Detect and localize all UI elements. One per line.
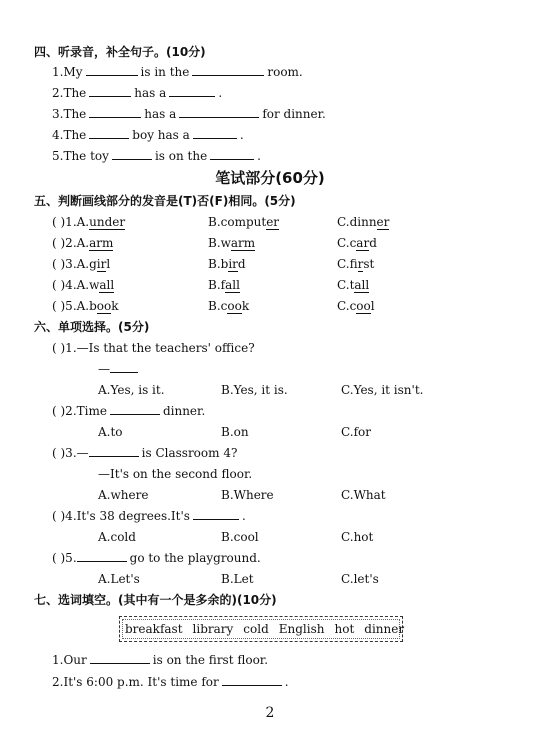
answer-blank[interactable] <box>222 674 282 686</box>
written-part-title: 笔试部分(60分) <box>215 169 325 187</box>
s6-q5-option-c[interactable]: C.let's <box>341 572 379 586</box>
word-bank-item: hot <box>334 622 355 636</box>
s6-q2-option-c[interactable]: C.for <box>341 425 371 439</box>
answer-blank[interactable] <box>86 64 138 76</box>
answer-blank[interactable] <box>89 127 129 139</box>
s6-q4-option-b[interactable]: B.cool <box>221 530 259 544</box>
word-bank-item: cold <box>243 622 269 636</box>
answer-blank[interactable] <box>110 403 160 415</box>
section6-heading: 六、单项选择。(5分) <box>34 320 150 334</box>
s6-q1-option-c[interactable]: C.Yes, it isn't. <box>341 383 424 397</box>
word-bank-item: dinner <box>364 622 405 636</box>
section5-heading: 五、判断画线部分的发音是(T)否(F)相同。(5分) <box>34 194 296 208</box>
s7-q2: 2.It's 6:00 p.m. It's time for . <box>52 675 289 689</box>
page-number: 2 <box>265 705 275 721</box>
s7-q1: 1.Our is on the first floor. <box>52 653 269 667</box>
answer-blank[interactable] <box>89 106 141 118</box>
s6-q2-stem: ( )2.Time dinner. <box>52 404 206 418</box>
answer-blank[interactable] <box>210 148 254 160</box>
word-bank-item: breakfast <box>125 622 183 636</box>
s6-q2-option-b[interactable]: B.on <box>221 425 249 439</box>
s4-q4: 4.The boy has a . <box>52 128 244 142</box>
s4-q5: 5.The toy is on the . <box>52 149 261 163</box>
answer-blank[interactable] <box>169 85 215 97</box>
s6-q2-option-a[interactable]: A.to <box>98 425 123 439</box>
answer-blank[interactable] <box>110 361 138 373</box>
answer-blank[interactable] <box>89 85 131 97</box>
s6-q3-line2: —It's on the second floor. <box>98 467 253 481</box>
answer-blank[interactable] <box>90 652 150 664</box>
s6-q3-stem: ( )3.— is Classroom 4? <box>52 446 238 460</box>
s6-q4-stem: ( )4.It's 38 degrees.It's . <box>52 509 246 523</box>
s6-q5-option-a[interactable]: A.Let's <box>98 572 140 586</box>
s4-q3: 3.The has a for dinner. <box>52 107 326 121</box>
answer-blank[interactable] <box>193 127 237 139</box>
word-bank-box <box>119 616 403 642</box>
s4-q2: 2.The has a . <box>52 86 223 100</box>
s6-q3-option-a[interactable]: A.where <box>98 488 149 502</box>
answer-blank[interactable] <box>179 106 259 118</box>
s6-q5-option-b[interactable]: B.Let <box>221 572 254 586</box>
answer-blank[interactable] <box>192 64 264 76</box>
answer-blank[interactable] <box>89 445 139 457</box>
s6-q3-option-c[interactable]: C.What <box>341 488 386 502</box>
s6-q3-option-b[interactable]: B.Where <box>221 488 274 502</box>
section4-heading: 四、听录音，补全句子。(10分) <box>34 45 206 59</box>
word-bank-item: English <box>278 622 325 636</box>
s6-q1-option-a[interactable]: A.Yes, is it. <box>98 383 165 397</box>
word-bank <box>120 621 405 637</box>
answer-blank[interactable] <box>77 550 127 562</box>
s6-q1-dash: — <box>98 361 141 377</box>
s6-q4-option-c[interactable]: C.hot <box>341 530 374 544</box>
s6-q1-stem: ( )1.—Is that the teachers' office? <box>52 341 255 355</box>
section7-heading: 七、选词填空。(其中有一个是多余的)(10分) <box>34 593 277 607</box>
s4-q1: 1.My is in the room. <box>52 65 303 79</box>
answer-blank[interactable] <box>112 148 152 160</box>
s6-q5-stem: ( )5. go to the playground. <box>52 551 261 565</box>
word-bank-item: library <box>192 622 234 636</box>
s6-q4-option-a[interactable]: A.cold <box>98 530 136 544</box>
s6-q1-option-b[interactable]: B.Yes, it is. <box>221 383 288 397</box>
answer-blank[interactable] <box>193 508 239 520</box>
